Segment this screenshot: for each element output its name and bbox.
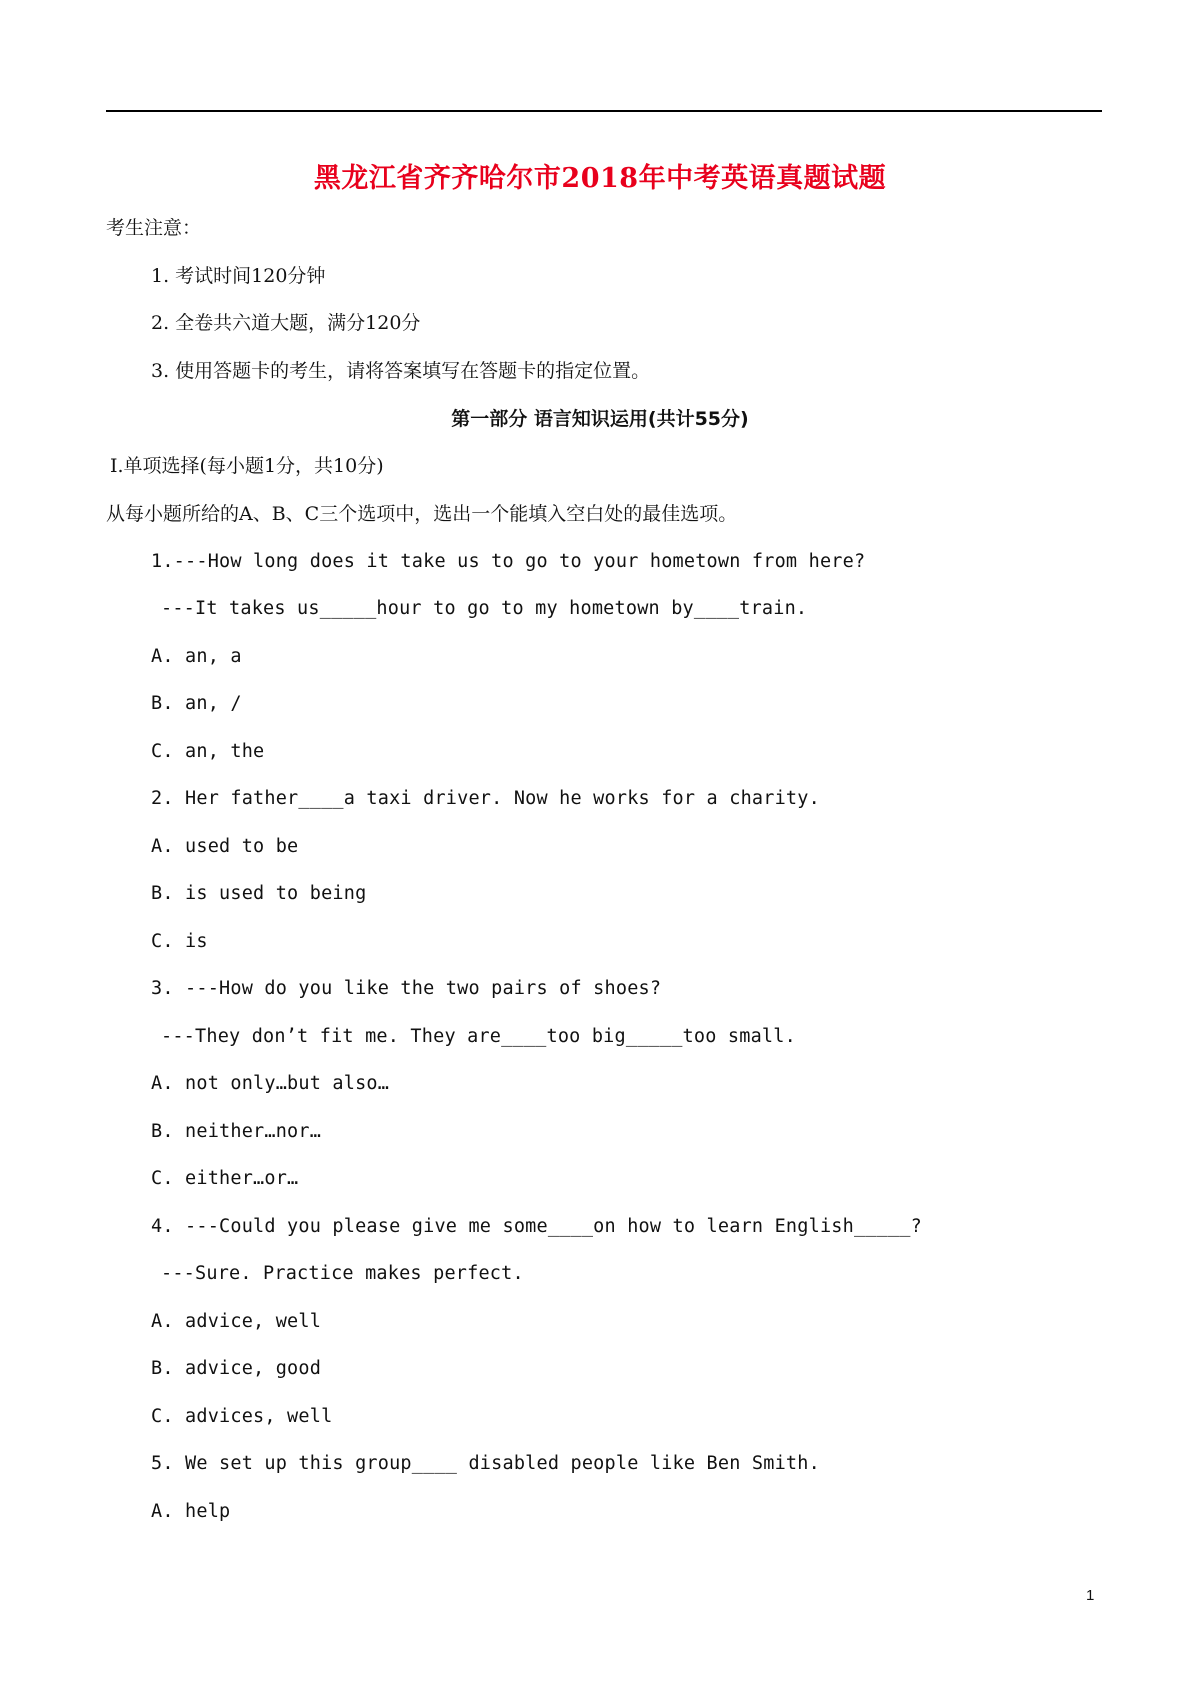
notice-heading: 考生注意： [106,217,202,239]
option: A. help [151,1501,231,1522]
page-number: 1 [1086,1587,1095,1604]
option: C. either…or… [151,1168,299,1189]
notice-item: 2. 全卷共六道大题，满分120分 [151,312,421,334]
instruction-text: 从每小题所给的A、B、C三个选项中，选出一个能填入空白处的最佳选项。 [106,503,738,525]
question-stem: 1.---How long does it take us to go to your hometown from here? [151,551,866,572]
header-rule [106,110,1102,112]
part-heading: Ⅰ.单项选择(每小题1分，共10分) [110,455,384,477]
question-response: ---Sure. Practice makes perfect. [161,1263,524,1284]
option: B. advice, good [151,1358,322,1379]
option: A. not only…but also… [151,1073,390,1094]
question-stem: 2. Her father____a taxi driver. Now he works for a charity. [151,788,820,809]
notice-item: 3. 使用答题卡的考生，请将答案填写在答题卡的指定位置。 [151,360,651,382]
notice-item: 1. 考试时间120分钟 [151,265,326,287]
exam-title: 黑龙江省齐齐哈尔市2018年中考英语真题试题 [313,163,887,194]
option: A. advice, well [151,1311,322,1332]
section-title: 第一部分 语言知识运用(共计55分) [451,408,749,430]
option: C. is [151,931,208,952]
option: A. used to be [151,836,299,857]
question-response: ---They don’t fit me. They are____too big_____too small. [161,1026,796,1047]
option: B. neither…nor… [151,1121,322,1142]
option: B. is used to being [151,883,367,904]
question-stem: 5. We set up this group____ disabled people like Ben Smith. [151,1453,820,1474]
option: C. an, the [151,741,265,762]
option: A. an, a [151,646,242,667]
option: B. an, / [151,693,242,714]
question-stem: 3. ---How do you like the two pairs of shoes? [151,978,662,999]
option: C. advices, well [151,1406,333,1427]
question-stem: 4. ---Could you please give me some____on how to learn English_____? [151,1216,922,1237]
question-response: ---It takes us_____hour to go to my hometown by____train. [161,598,808,619]
